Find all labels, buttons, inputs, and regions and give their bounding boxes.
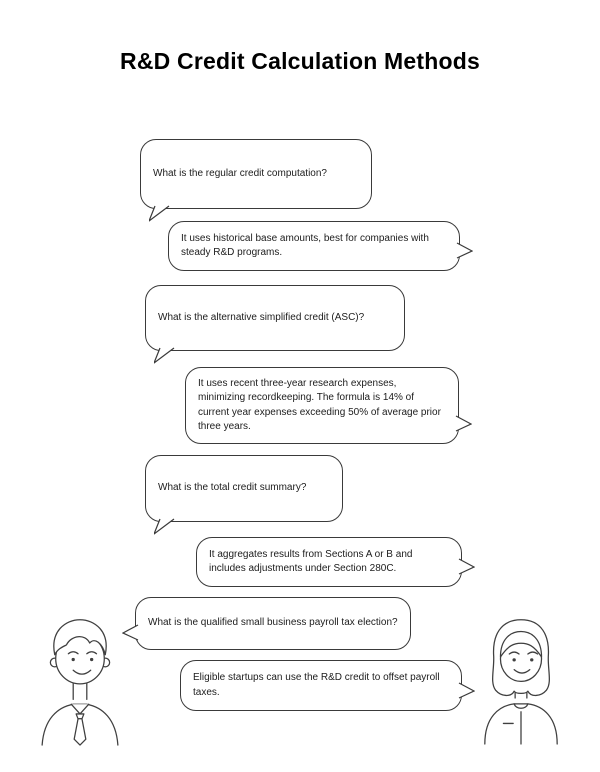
bubble-tail-icon [457,558,475,576]
answer-bubble-1 [168,221,460,271]
question-bubble-2 [145,285,405,351]
answer-bubble-3 [196,537,462,587]
bubble-tail-icon [154,517,176,535]
answer-text-2: It uses recent three-year research expenses, minimizing recordkeeping. The formula is 14% of current year expenses exceeding 50% of average prior three years. [198,377,441,432]
man-avatar [36,610,124,746]
answer-bubble-2 [185,367,459,444]
answer-text-3: It aggregates results from Sections A or B and includes adjustments under Section 280C. [209,548,413,574]
answer-text-1: It uses historical base amounts, best for companies with steady R&D programs. [181,232,429,258]
bubble-tail-icon [454,415,472,433]
answer-bubble-4 [180,660,462,711]
answer-text-4: Eligible startups can use the R&D credit to offset payroll taxes. [193,672,440,698]
question-bubble-1 [140,139,372,209]
woman-avatar [477,607,565,746]
question-text-2: What is the alternative simplified credit (ASC)? [158,311,365,323]
question-text-3: What is the total credit summary? [158,482,307,494]
question-text-1: What is the regular credit computation? [153,167,327,179]
question-text-4: What is the qualified small business payroll tax election? [148,617,398,629]
bubble-tail-icon [154,346,176,364]
bubble-tail-icon [457,682,475,700]
page-title: R&D Credit Calculation Methods [120,48,480,74]
bubble-tail-icon [455,242,473,260]
bubble-tail-icon [149,204,171,222]
question-bubble-3 [145,455,343,522]
bubble-tail-icon [122,623,140,641]
question-bubble-4 [135,597,411,650]
